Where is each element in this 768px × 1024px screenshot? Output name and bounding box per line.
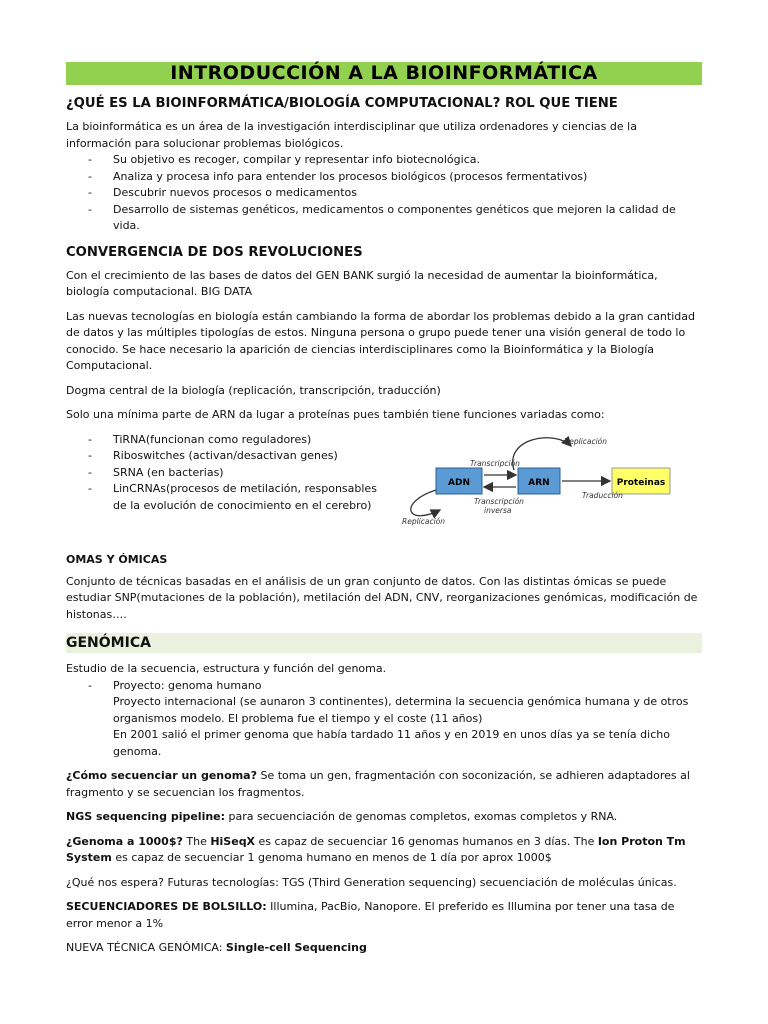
bold-ion-proton: Ion Proton Tm System [66, 834, 686, 864]
central-dogma-svg [396, 432, 702, 527]
paragraph-genbank: Con el crecimiento de las bases de datos del GEN BANK surgió la necesidad de aumentar la bioinformática, biología computacional. BIG DATA [66, 268, 658, 298]
text-the: The [182, 834, 211, 848]
paragraph-dogma: Dogma central de la biología (replicación, transcripción, traducción) [66, 383, 441, 397]
paragraph-arn: Solo una mínima parte de ARN da lugar a proteínas pues también tiene funciones variadas como: [66, 408, 605, 421]
text-como-secuenciar: Se toma un gen, fragmentación con soconización, se adhieren adaptadores al fragmento y se secuencian los fragmentos. [66, 769, 690, 799]
label-transcripcion-inversa-1: Transcripción [474, 496, 524, 506]
heading-convergencia: CONVERGENCIA DE DOS REVOLUCIONES [66, 244, 363, 260]
proyecto-line-1: - Proyecto: genoma humano [113, 678, 262, 692]
heading-omas: OMAS Y ÓMICAS [66, 552, 168, 566]
list-rna-types [66, 432, 384, 515]
paragraph-genoma: Estudio de la secuencia, estructura y función del genoma. [66, 662, 387, 675]
list-item: - Descubrir nuevos procesos o medicamentos [66, 185, 702, 202]
bold-hiseqx: HiSeqX [210, 834, 256, 848]
replication-loop-top [513, 437, 571, 469]
label-replicacion-top: Replicación [564, 436, 608, 446]
label-arn: ARN [528, 477, 550, 488]
list-item: - Su objetivo es recoger, compilar y representar info biotecnológica. [66, 152, 702, 169]
bold-como-secuenciar: ¿Cómo secuenciar un genoma? [66, 769, 257, 782]
bold-ngs: NGS sequencing pipeline: [66, 810, 226, 823]
list-item: - TiRNA(funcionan como reguladores) [66, 432, 384, 449]
text-bolsillo: Illumina, PacBio, Nanopore. El preferido es Illumina por tener una tasa de error menor a 1% [66, 900, 675, 930]
proyecto-line-3: En 2001 salió el primer genoma que había tardado 11 años y en 2019 en unos días ya se tenía dicho genoma. [113, 728, 670, 758]
list-item: - LinCRNAs(procesos de metilación, responsables de la evolución de conocimiento en el cerebro) [66, 481, 384, 514]
paragraph-nuevas-tecnologias: Las nuevas tecnologías en biología están cambiando la forma de abordar los problemas debido a la gran cantidad de datos y las múltiples tipologías de estos. Ninguna persona o grupo puede tener una visión general de todo lo conocido. Se hace necesario la aparición de ciencias interdisciplinares como la Bioinformática y la Biología Computacional. [66, 309, 695, 372]
paragraph-definicion: La bioinformática es un área de la investigación interdisciplinar que utiliza ordenadores y ciencias de la información para solucionar problemas biológicos. [66, 120, 637, 150]
text-ion-proton: es capaz de secuenciar 1 genoma humano en menos de 1 día por aprox 1000$ [111, 851, 552, 864]
bold-single-cell: Single-cell Sequencing [225, 941, 367, 954]
label-transcripcion-inversa-2: inversa [484, 505, 512, 515]
paragraph-nueva-tecnica [66, 940, 702, 957]
list-item [66, 678, 702, 761]
paragraph-genoma-1000 [66, 834, 702, 867]
list-item: - Analiza y procesa info para entender los procesos biológicos (procesos fermentativos) [66, 169, 702, 186]
label-adn: ADN [448, 477, 470, 488]
label-transcripcion: Transcripción [470, 458, 520, 468]
proyecto-line-2: Proyecto internacional (se aunaron 3 continentes), determina la secuencia genómica humana y de otros organismos modelo. El problema fue el tiempo y el coste (11 años) [113, 695, 689, 725]
list-objetivos [66, 152, 702, 235]
list-item: - Riboswitches (activan/desactivan genes) [66, 448, 384, 465]
paragraph-como-secuenciar [66, 768, 702, 801]
label-replicacion-bottom: Replicación [402, 516, 446, 526]
document-page [66, 62, 702, 957]
label-traduccion: Traducción [582, 490, 623, 500]
paragraph-futuras: ¿Qué nos espera? Futuras tecnologías: TGS (Third Generation sequencing) secuenciación de moléculas únicas. [66, 875, 677, 889]
text-nueva-tecnica: NUEVA TÉCNICA GENÓMICA: [66, 941, 226, 954]
label-proteinas: Proteinas [616, 477, 666, 488]
heading-que-es: ¿QUÉ ES LA BIOINFORMÁTICA/BIOLOGÍA COMPUTACIONAL? ROL QUE TIENE [66, 96, 618, 111]
central-dogma-diagram [396, 432, 702, 527]
bold-bolsillo: SECUENCIADORES DE BOLSILLO: [66, 900, 267, 913]
rna-section [66, 432, 702, 527]
text-ngs: para secuenciación de genomas completos, exomas completos y RNA. [225, 810, 618, 823]
paragraph-omicas: Conjunto de técnicas basadas en el análisis de un gran conjunto de datos. Con las distintas ómicas se puede estudiar SNP(mutaciones de la población), metilación del ADN, CNV, reorganizaciones genómicas, modificación de histonas…. [66, 574, 698, 621]
document-title: INTRODUCCIÓN A LA BIOINFORMÁTICA [66, 62, 702, 85]
bold-genoma-1000: ¿Genoma a 1000$? [66, 834, 183, 848]
text-hiseqx: es capaz de secuenciar 16 genomas humanos en 3 días. The [255, 834, 598, 848]
list-item: - Desarrollo de sistemas genéticos, medicamentos o componentes genéticos que mejoren la calidad de vida. [66, 202, 702, 235]
heading-genomica: GENÓMICA [66, 633, 702, 653]
list-proyecto [66, 678, 702, 761]
paragraph-ngs [66, 809, 702, 826]
list-item: - SRNA (en bacterias) [66, 465, 384, 482]
paragraph-bolsillo [66, 899, 702, 932]
